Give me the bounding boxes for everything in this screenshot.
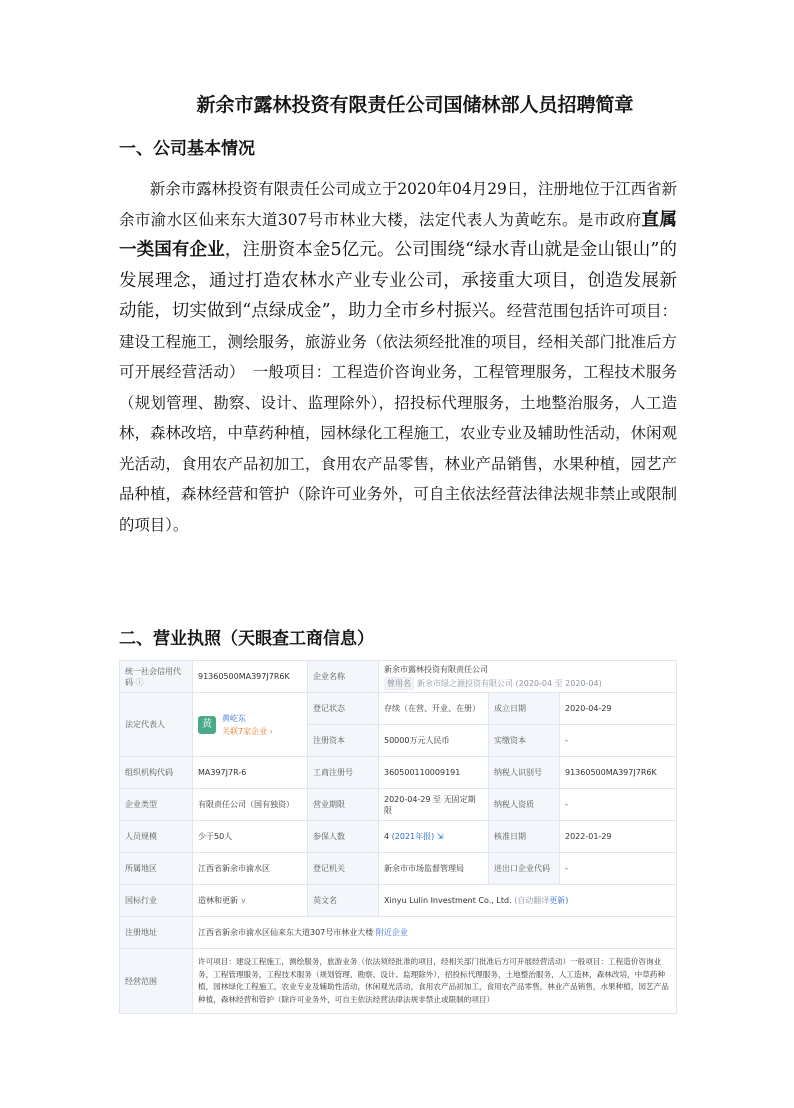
approve-date-label: 核准日期	[489, 821, 560, 853]
insured-label: 参保人数	[308, 821, 379, 853]
para-scope: 经营范围包括许可项目：建设工程施工，测绘服务，旅游业务（依法须经批准的项目，经相关部门批准后方可开展经营活动） 一般项目：工程造价咨询业务，工程管理服务，工程技术服务（规划管理、勘察、设计、监理除外），招投标代理服务，土地整治服务，人工造林，森林改培，中草药种植，园林绿化工程施工，农业专业及辅助性活动，休闲观光活动，食用农产品初加工，食用农产品零售，林业产品销售，水果种植，园艺产品种植，森林经营和管护（除许可业务外，可自主依法经营法律法规非禁止或限制的项目）。	[119, 302, 677, 534]
company-name-cell	[379, 661, 677, 693]
taxpayer-qual-label: 纳税人资质	[489, 789, 560, 821]
former-name: 新余市绿之源投资有限公司	[417, 678, 513, 688]
table-row	[120, 757, 677, 789]
taxpayer-id-value: 91360500MA397J7R6K	[560, 757, 677, 789]
industry-cell[interactable]	[193, 885, 308, 917]
former-name-period: (2020-04 至 2020-04)	[515, 678, 602, 688]
address-label: 注册地址	[120, 917, 193, 949]
region-value: 江西省新余市渝水区	[193, 853, 308, 885]
industry-value: 造林和更新	[198, 896, 238, 905]
industry-label: 国标行业	[120, 885, 193, 917]
table-row	[120, 949, 677, 1014]
para-intro: 新余市露林投资有限责任公司成立于2020年04月29日，注册地位于江西省新余市渝水区仙来东大道307号市林业大楼，法定代表人为黄屹东。是市政府	[119, 180, 677, 229]
company-description	[119, 174, 677, 540]
import-export-label: 进出口企业代码	[489, 853, 560, 885]
table-row	[120, 693, 677, 725]
para-capital: ，注册资本金5亿元。	[224, 240, 395, 260]
business-info-table	[119, 660, 677, 1014]
org-code-value: MA397J7R-6	[193, 757, 308, 789]
staff-size-value: 少于50人	[193, 821, 308, 853]
company-name-value: 新余市露林投资有限责任公司	[384, 664, 488, 674]
nearby-companies-link[interactable]: 附近企业	[375, 928, 408, 937]
reg-capital-label: 注册资本	[308, 725, 379, 757]
reg-authority-label: 登记机关	[308, 853, 379, 885]
address-cell	[193, 917, 677, 949]
approve-date-value: 2022-01-29	[560, 821, 677, 853]
related-companies-link[interactable]: 关联7家企业 ›	[222, 726, 273, 736]
table-row	[120, 885, 677, 917]
avatar: 黄	[198, 716, 216, 734]
biz-reg-no-value: 360500110009191	[379, 757, 489, 789]
chevron-down-icon: ∨	[240, 896, 247, 905]
found-date-value: 2020-04-29	[560, 693, 677, 725]
trend-icon[interactable]: ⇲	[436, 832, 444, 841]
ent-type-value: 有限责任公司（国有独资）	[193, 789, 308, 821]
legal-rep-label: 法定代表人	[120, 693, 193, 757]
table-row	[120, 661, 677, 693]
region-label: 所属地区	[120, 853, 193, 885]
english-name-cell	[379, 885, 677, 917]
biz-reg-no-label: 工商注册号	[308, 757, 379, 789]
org-code-label: 组织机构代码	[120, 757, 193, 789]
credit-code-value: 91360500MA397J7R6K	[193, 661, 308, 693]
insured-cell	[379, 821, 489, 853]
section-heading-license: 二、营业执照（天眼查工商信息）	[119, 629, 374, 649]
auto-translate-note: (自动翻译	[514, 896, 550, 905]
paid-capital-label: 实缴资本	[489, 725, 560, 757]
taxpayer-id-label: 纳税人识别号	[489, 757, 560, 789]
update-translation-link[interactable]: 更新)	[549, 896, 569, 905]
table-row	[120, 853, 677, 885]
staff-size-label: 人员规模	[120, 821, 193, 853]
table-row	[120, 917, 677, 949]
legal-rep-link[interactable]: 黄屹东	[222, 713, 246, 723]
paid-capital-value: -	[560, 725, 677, 757]
document-title: 新余市露林投资有限责任公司国储林部人员招聘简章	[196, 94, 634, 116]
taxpayer-qual-value: -	[560, 789, 677, 821]
reg-capital-value: 50000万元人民币	[379, 725, 489, 757]
english-name-label: 英文名	[308, 885, 379, 917]
found-date-label: 成立日期	[489, 693, 560, 725]
annual-report-link[interactable]: (2021年报)	[391, 832, 435, 841]
reg-authority-value: 新余市市场监督管理局	[379, 853, 489, 885]
legal-rep-cell	[193, 693, 308, 757]
reg-status-label: 登记状态	[308, 693, 379, 725]
scope-value: 许可项目：建设工程施工，测绘服务，旅游业务（依法须经批准的项目，经相关部门批准后方可开展经营活动）一般项目：工程造价咨询业务，工程管理服务，工程技术服务（规划管理、勘察、设计、监理除外），招投标代理服务，土地整治服务，人工造林，森林改培，中草药种植，园林绿化工程施工，农业专业及辅助性活动，休闲观光活动，食用农产品初加工，食用农产品零售，林业产品销售，水果种植，园艺产品种植，森林经营和管护（除许可业务外，可自主依法经营法律法规非禁止或限制的项目）	[193, 949, 677, 1014]
biz-term-label: 营业期限	[308, 789, 379, 821]
import-export-value: -	[560, 853, 677, 885]
biz-term-value: 2020-04-29 至 无固定期限	[379, 789, 489, 821]
para-emphasis: 直属一类国有企业	[119, 209, 677, 260]
para-mission: 公司围绕“绿水青山就是金山银山”的发展理念，通过打造农林水产业专业公司，承接重大项目，创造发展新动能，切实做到“点绿成金”，助力全市乡村振兴。	[119, 240, 677, 321]
credit-code-label: 统一社会信用代码 ⓘ	[120, 661, 193, 693]
english-name-value: Xinyu Lulin Investment Co., Ltd.	[384, 896, 512, 905]
address-value: 江西省新余市渝水区仙来东大道307号市林业大楼	[198, 928, 374, 937]
scope-label: 经营范围	[120, 949, 193, 1014]
company-name-label: 企业名称	[308, 661, 379, 693]
table-row	[120, 821, 677, 853]
ent-type-label: 企业类型	[120, 789, 193, 821]
reg-status-value: 存续（在营、开业、在册）	[379, 693, 489, 725]
info-icon: ⓘ	[135, 677, 144, 687]
table-row	[120, 789, 677, 821]
section-heading-company: 一、公司基本情况	[119, 139, 255, 159]
former-name-tag: 曾用名	[384, 677, 414, 690]
insured-value: 4	[384, 832, 390, 841]
